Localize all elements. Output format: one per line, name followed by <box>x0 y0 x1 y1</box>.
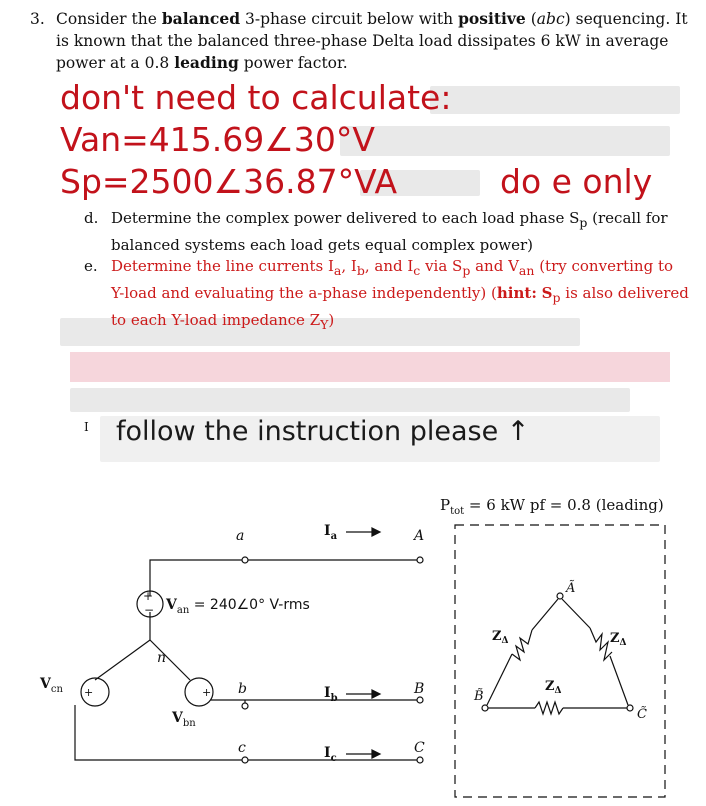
resistor-ac-icon <box>590 628 612 660</box>
ia-arrow-icon <box>346 528 380 536</box>
question-text: Consider the balanced 3-phase circuit below with positive (abc) sequencing. It is known that the balanced three-phase Delta load dissipates 6 kW in average power at a 0.8 leading power factor. <box>56 9 688 72</box>
node-n-label: n <box>157 650 167 666</box>
svg-text:+: + <box>84 686 94 699</box>
branch-ab <box>532 599 558 630</box>
load-node-C <box>627 705 633 711</box>
terminal-b <box>242 703 248 709</box>
terminal-A <box>417 557 423 563</box>
node-c-label: c <box>238 740 246 756</box>
svg-text:C̃: C̃ <box>637 707 647 722</box>
ptot-label: $P_{tot} = 6$ kW pf = 0.8 (leading) <box>440 496 664 517</box>
resistor-ab-icon <box>512 630 532 660</box>
branch-ac <box>562 599 590 628</box>
annotation-line-3: Sp=2500∠36.87°VA <box>60 162 398 201</box>
node-A-label: A <box>414 528 425 544</box>
vbn-label: $V_{bn}$ <box>172 710 196 729</box>
terminal-c <box>242 757 248 763</box>
svg-text:B̃: B̃ <box>474 689 484 704</box>
question-number: 3. <box>30 10 45 28</box>
wire-n-bn <box>150 640 190 680</box>
follow-instruction: follow the instruction please ↑ <box>116 416 530 447</box>
zd-bc-label: $Z_\Delta$ <box>545 679 562 696</box>
wire-n-cn <box>95 640 150 680</box>
node-b-label: b <box>238 681 247 697</box>
wire-a <box>150 560 420 596</box>
svg-text:+: + <box>143 589 154 603</box>
terminal-C <box>417 757 423 763</box>
load-node-A <box>557 593 563 599</box>
annotation-line-4: do e only <box>500 162 653 201</box>
ib-label: $I_b$ <box>324 685 338 704</box>
terminal-a <box>242 557 248 563</box>
item-e: e. Determine the line currents $I_a$, $I_b$, and $I_c$ via $S_p$ and $V_{an}$ (try converting to Y-load and evaluating the a-phase independently) (hint: $S_p$ is also delivered to each Y-load impedance $Z_Y$) <box>84 257 689 332</box>
ib-arrow-icon <box>346 690 380 698</box>
vcn-label: $V_{cn}$ <box>40 676 63 695</box>
ic-label: $I_c$ <box>324 745 337 764</box>
terminal-B <box>417 697 423 703</box>
annotation-line-2: Van=415.69∠30°V <box>60 120 375 159</box>
annotation-line-1: don't need to calculate: <box>60 78 452 117</box>
node-C-label: C <box>414 740 425 756</box>
van-label: $V_{an}$ = 240∠0° V-rms <box>166 597 310 616</box>
svg-text:+: + <box>202 686 212 699</box>
resistor-bc-icon <box>535 702 563 714</box>
wire-c <box>75 705 420 760</box>
svg-text:Ã: Ã <box>566 581 576 596</box>
node-a-label: a <box>236 528 245 544</box>
load-boundary <box>455 525 665 797</box>
item-d: d. Determine the complex power delivered to each load phase $S_p$ (recall for balanced systems each load gets equal complex power) <box>84 209 668 254</box>
text-cursor-mark: I <box>84 420 89 434</box>
ic-arrow-icon <box>346 750 380 758</box>
ia-label: $I_a$ <box>324 523 338 542</box>
node-B-label: B <box>414 681 425 697</box>
zd-ac-label: $Z_\Delta$ <box>610 631 627 648</box>
load-node-B <box>482 705 488 711</box>
zd-ab-label: $Z_\Delta$ <box>492 629 509 646</box>
svg-text:−: − <box>144 603 155 617</box>
